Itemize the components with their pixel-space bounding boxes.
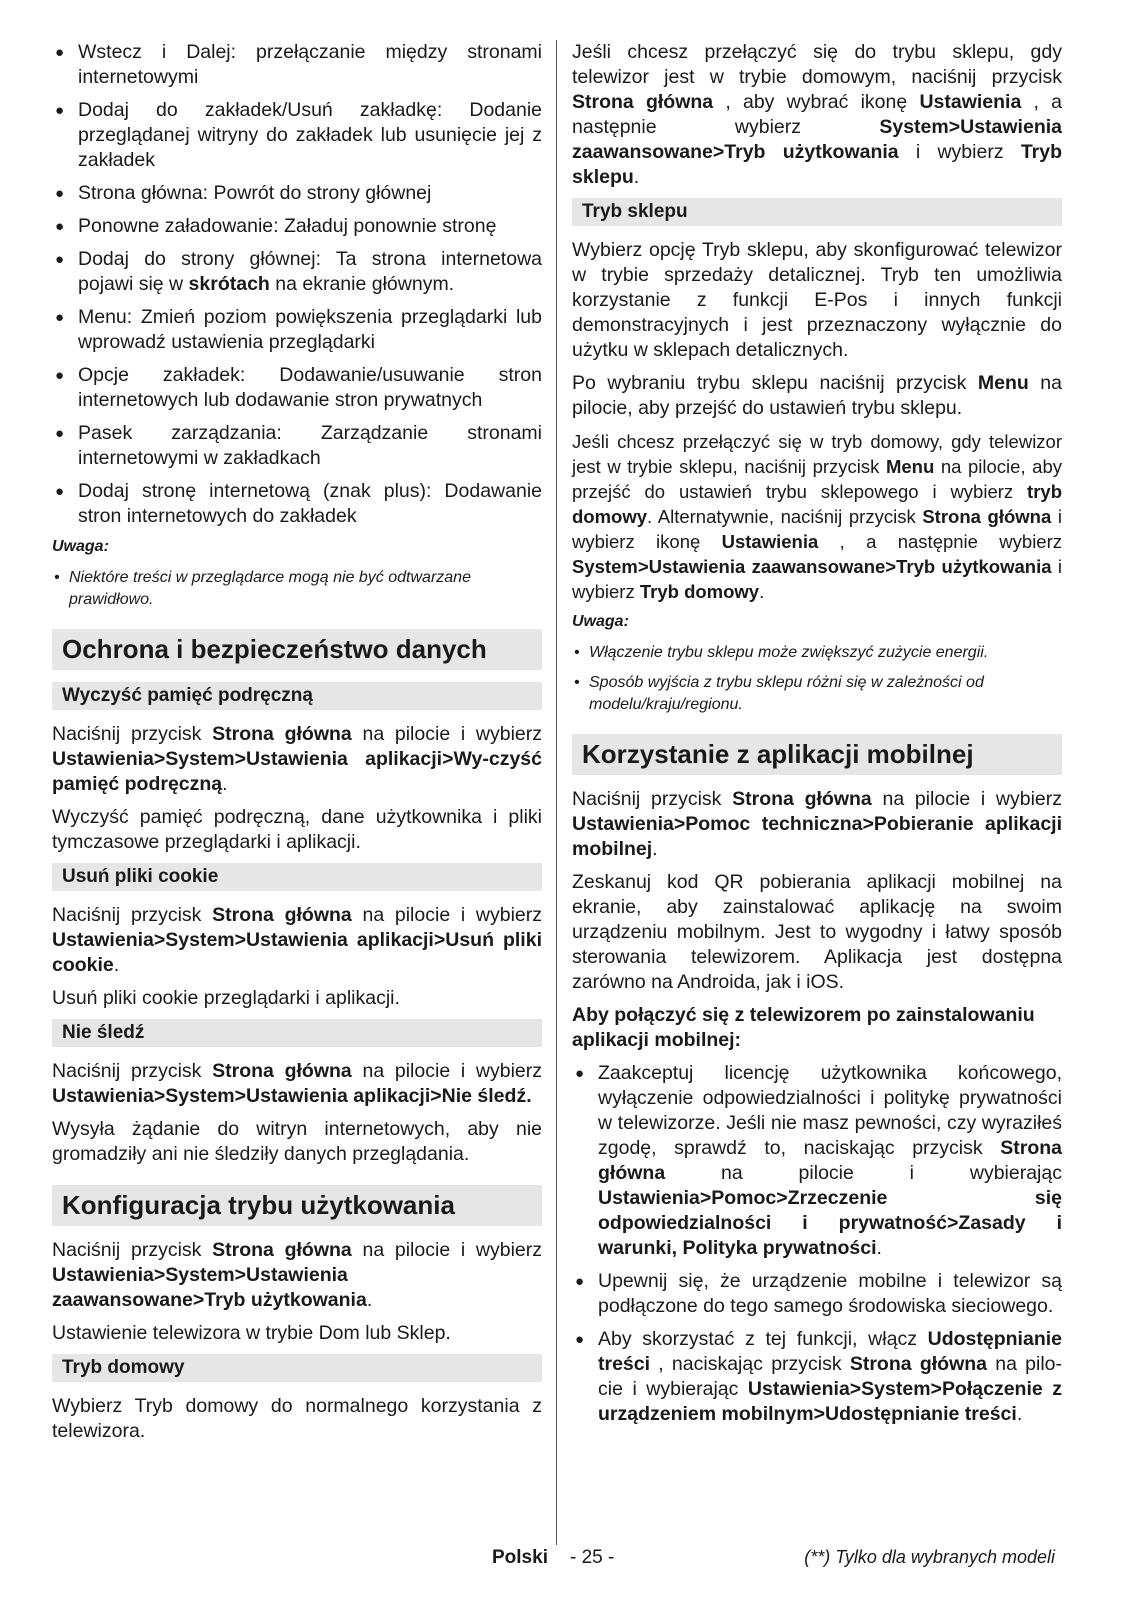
paragraph: Wyczyść pamięć podręczną, dane użytkownika i pliki tymczasowe przeglądarki i aplikacji.: [52, 806, 542, 853]
list-item: ● Dodaj do zakładek/Usuń zakładkę: Dodanie przeglądanej witryny do zakładek lub usunięcie jej z zakładek: [52, 98, 542, 173]
page-footer: [0, 1547, 1137, 1577]
mobile-steps-list: [572, 1061, 1062, 1427]
column-divider: [556, 40, 557, 1545]
page-number: - 25 -: [570, 1547, 615, 1568]
paragraph: Naciśnij przycisk Strona główna na pilocie i wybierz Ustawienia>System>Ustawienia aplikacji>Usuń pliki cookie.: [52, 904, 543, 976]
left-column: [52, 40, 542, 1452]
list-item: ● Opcje zakładek: Dodawanie/usuwanie stron internetowych lub dodawanie stron prywatnych: [52, 363, 542, 413]
section-heading-privacy: Ochrona i bezpieczeństwo danych: [52, 629, 542, 670]
paragraph: Naciśnij przycisk Strona główna na pilocie i wybierz Ustawienia>System>Ustawienia aplikacji>Wy-czyść pamięć podręczną.: [52, 723, 543, 795]
list-item: ● Menu: Zmień poziom powiększenia przeglądarki lub wprowadź ustawienia przeglądarki: [52, 305, 542, 355]
paragraph: Usuń pliki cookie przeglądarki i aplikacji.: [52, 987, 400, 1009]
subheading-delete-cookies: Usuń pliki cookie: [52, 863, 542, 891]
paragraph: Zeskanuj kod QR pobierania aplikacji mobilnej na ekranie, aby zainstalować aplikację na swoim urządzeniu mobilnym. Jest to wygodny i łatwy sposób sterowania telewizorem. Aplikacja jest dostępna zarówno na Androida, jak i iOS.: [572, 871, 1062, 993]
list-item: ● Strona główna: Powrót do strony głównej: [52, 181, 542, 206]
right-column: [572, 40, 1062, 1435]
paragraph: Po wybraniu trybu sklepu naciśnij przycisk Menu na pilocie, aby przejść do ustawień trybu sklepu.: [572, 372, 1062, 419]
list-item: ● Pasek zarządzania: Zarządzanie stronami internetowymi w zakładkach: [52, 421, 542, 471]
notes-list: [572, 642, 1062, 716]
paragraph: Naciśnij przycisk Strona główna na pilocie i wybierz Ustawienia>System>Ustawienia zaawansowane>Tryb użytkowania.: [52, 1239, 543, 1311]
paragraph: Wybierz opcję Tryb sklepu, aby skonfigurować telewizor w trybie sprzedaży detalicznej. Tryb ten umożliwia korzystanie z funkcji E-Pos i innych funkcji demonstracyjnych i jest przeznaczony wyłącznie do użytku w sklepach detalicznych.: [572, 239, 1062, 361]
paragraph: Jeśli chcesz przełączyć się w tryb domowy, gdy telewizor jest w trybie sklepu, naciśnij przycisk Menu na pilocie, aby przejść do ustawień trybu sklepowego i wybierz tryb domowy. Alternatywnie, naciśnij przycisk Strona główna i wybierz ikonę Ustawienia , a następnie wybierz System>Ustawienia zaawansowane>Tryb użytkowania i wybierz Tryb domowy.: [572, 431, 1063, 602]
bold-subheading: Aby połączyć się z telewizorem po zainstalowaniu aplikacji mobilnej:: [572, 1004, 1035, 1051]
list-item: ● Dodaj do strony głównej: Ta strona internetowa pojawi się w skrótach na ekranie głównym.: [52, 247, 542, 297]
subheading-store-mode: Tryb sklepu: [572, 198, 1062, 226]
note-item: • Sposób wyjścia z trybu sklepu różni się w zależności od modelu/kraju/regionu.: [572, 672, 1062, 716]
section-heading-mobile-app: Korzystanie z aplikacji mobilnej: [572, 734, 1062, 775]
list-item: ● Wstecz i Dalej: przełączanie między stronami internetowymi: [52, 40, 542, 90]
subheading-clear-cache: Wyczyść pamięć podręczną: [52, 682, 542, 710]
list-item: ● Zaakceptuj licencję użytkownika końcowego, wyłączenie odpowiedzialności i politykę prywatności w telewizorze. Jeśli nie masz pewności, czy wyraziłeś zgodę, sprawdź to, naciskając przycisk Strona główna na pilocie i wybierając Ustawienia>Pomoc>Zrzeczenie się odpowiedzialności i prywatność>Zasady i warunki, Polityka prywatności.: [572, 1061, 1062, 1261]
browser-controls-list: [52, 40, 542, 529]
paragraph: Ustawienie telewizora w trybie Dom lub Sklep.: [52, 1322, 451, 1344]
paragraph: Jeśli chcesz przełączyć się do trybu sklepu, gdy telewizor jest w trybie domowym, naciśnij przycisk Strona główna , aby wybrać ikonę Ustawienia , a następnie wybierz System>Ustawienia zaawansowane>Tryb użytkowania i wybierz Tryb sklepu.: [572, 41, 1062, 188]
note-title: Uwaga:: [52, 538, 109, 555]
note-item: • Włączenie trybu sklepu może zwiększyć zużycie energii.: [572, 642, 1062, 664]
subheading-home-mode: Tryb domowy: [52, 1354, 542, 1382]
section-heading-usage-mode: Konfiguracja trybu użytkowania: [52, 1185, 542, 1226]
list-item: ● Dodaj stronę internetową (znak plus): Dodawanie stron internetowych do zakładek: [52, 479, 542, 529]
list-item: ● Aby skorzystać z tej funkcji, włącz Udostępnianie treści , naciskając przycisk Strona główna na pilo-cie i wybierając Ustawienia>System>Połączenie z urządzeniem mobilnym>Udostępnianie treści.: [572, 1327, 1062, 1427]
note-title: Uwaga:: [572, 613, 629, 630]
list-item: ● Upewnij się, że urządzenie mobilne i telewizor są podłączone do tego samego środowiska sieciowego.: [572, 1269, 1062, 1319]
subheading-do-not-track: Nie śledź: [52, 1019, 542, 1047]
paragraph: Naciśnij przycisk Strona główna na pilocie i wybierz Ustawienia>Pomoc techniczna>Pobieranie aplikacji mobilnej.: [572, 788, 1063, 860]
paragraph: Naciśnij przycisk Strona główna na pilocie i wybierz Ustawienia>System>Ustawienia aplikacji>Nie śledź.: [52, 1060, 543, 1107]
paragraph: Wybierz Tryb domowy do normalnego korzystania z telewizora.: [52, 1395, 542, 1442]
paragraph: Wysyła żądanie do witryn internetowych, aby nie gromadziły ani nie śledziły danych przeglądania.: [52, 1118, 542, 1165]
footer-language: Polski: [492, 1547, 548, 1568]
footer-footnote: (**) Tylko dla wybranych modeli: [804, 1547, 1055, 1567]
notes-list: [52, 567, 542, 611]
note-item: • Niektóre treści w przeglądarce mogą nie być odtwarzane prawidłowo.: [52, 567, 542, 611]
list-item: ● Ponowne załadowanie: Załaduj ponownie stronę: [52, 214, 542, 239]
